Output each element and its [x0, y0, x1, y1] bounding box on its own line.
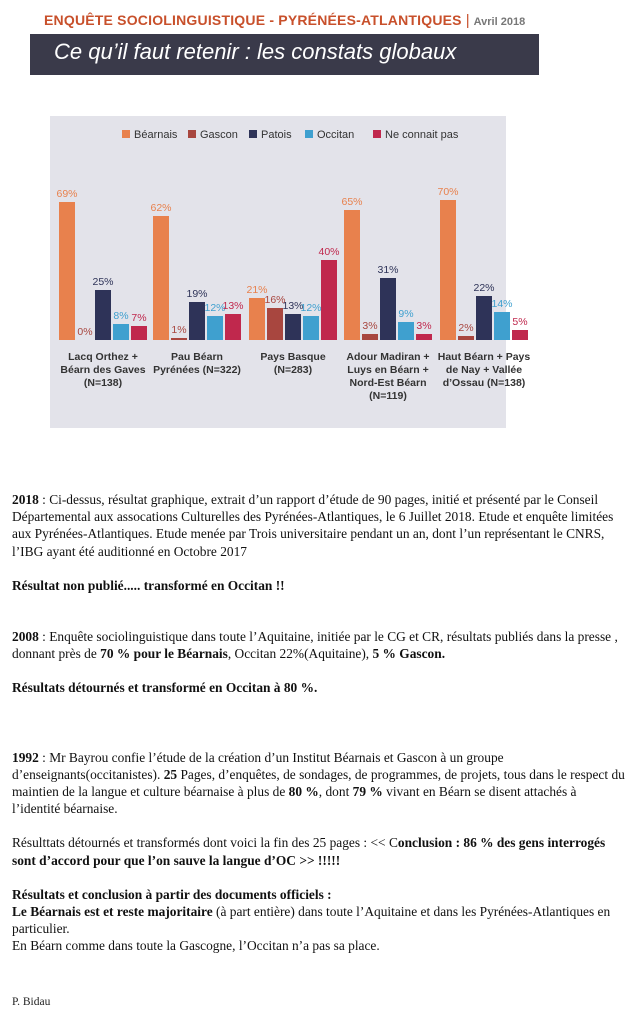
- chart-legend: [122, 129, 459, 141]
- bar-3-3: [398, 322, 414, 340]
- year-2018: 2018: [12, 492, 39, 507]
- conclusion-2018-text: Résultat non publié..... transformé en Occitan !!: [12, 577, 285, 593]
- legend-label-0: Béarnais: [134, 129, 178, 141]
- category-label-3-3: (N=119): [369, 390, 407, 402]
- bar-label-0-0: 69%: [56, 188, 78, 200]
- category-label-2-1: (N=283): [273, 364, 313, 376]
- conclusion-2018: [12, 577, 628, 594]
- legend-label-4: Ne connait pas: [385, 129, 459, 141]
- banner-title: Ce qu’il faut retenir : les constats globaux: [54, 39, 457, 64]
- paragraph-1992: [12, 749, 628, 818]
- category-label-2-0: Pays Basque: [260, 351, 326, 363]
- bar-4-1: [458, 336, 474, 340]
- result-1992: [12, 834, 628, 868]
- bar-label-3-1: 3%: [362, 320, 378, 332]
- legend-label-1: Gascon: [200, 129, 238, 141]
- year-2008: 2008: [12, 629, 39, 645]
- bar-label-0-4: 7%: [131, 312, 147, 324]
- bar-1-1: [171, 338, 187, 340]
- category-label-4-2: d’Ossau (N=138): [442, 377, 526, 389]
- bold-1992-a: 25: [163, 766, 178, 782]
- bar-3-1: [362, 334, 378, 340]
- category-label-4-1: de Nay + Vallée: [445, 364, 523, 376]
- title-banner: [30, 34, 539, 75]
- legend-swatch-3: [305, 130, 313, 138]
- bar-1-2: [189, 302, 205, 340]
- bar-label-1-4: 13%: [222, 300, 244, 312]
- bar-4-2: [476, 296, 492, 340]
- final-heading: [12, 886, 628, 903]
- text-1992-c: , dont: [318, 784, 353, 800]
- text-1992-a: : Mr Bayrou confie l’étude de la création d’un Institut Béarnais et Gascon à un groupe d’enseignants(occitanistes).: [12, 749, 504, 782]
- conclusion-2008: [12, 679, 628, 696]
- category-label-0-1: Béarn des Gaves: [60, 364, 146, 376]
- category-label-3-1: Luys en Béarn +: [347, 364, 429, 376]
- bar-label-2-3: 12%: [300, 302, 322, 314]
- bar-3-4: [416, 334, 432, 340]
- category-label-0-2: (N=138): [83, 377, 123, 389]
- bold-2008-b: 5 % Gascon.: [372, 646, 446, 662]
- bar-2-1: [267, 308, 283, 340]
- bar-4-0: [440, 200, 456, 340]
- bar-0-2: [95, 290, 111, 340]
- bar-label-1-2: 19%: [186, 288, 208, 300]
- chart-bars: [59, 200, 528, 340]
- final-text: (à part entière) dans toute l’Aquitaine et dans les Pyrénées-Atlantiques en particulier.: [12, 904, 611, 937]
- bar-0-0: [59, 202, 75, 340]
- category-label-0-0: Lacq Orthez +: [68, 351, 138, 363]
- bold-2008-a: 70 % pour le Béarnais: [100, 646, 228, 662]
- legend-label-3: Occitan: [317, 129, 355, 141]
- final-statement: [12, 903, 628, 937]
- header-separator: |: [465, 12, 470, 29]
- category-label-4-0: Haut Béarn + Pays: [437, 351, 531, 363]
- bold-1992-c: 79 %: [352, 784, 383, 800]
- bar-label-2-2: 13%: [282, 300, 304, 312]
- legend-label-2: Patois: [261, 129, 292, 141]
- result-1992-text: Résulttats détournés et transformés dont voici la fin des 25 pages : << C: [12, 835, 398, 851]
- legend-swatch-4: [373, 130, 381, 138]
- conclusion-2008-text: Résultats détournés et transformé en Occitan à 80 %.: [12, 680, 318, 696]
- final-heading-text: Résultats et conclusion à partir des documents officiels :: [12, 886, 332, 902]
- bar-chart: [50, 116, 531, 428]
- bar-3-0: [344, 210, 360, 340]
- bar-0-4: [131, 326, 147, 340]
- paragraph-2018: [12, 491, 628, 560]
- author-signature: P. Bidau: [12, 996, 51, 1008]
- chart-category-labels: [60, 351, 530, 402]
- year-1992: 1992: [12, 749, 39, 765]
- report-header: [44, 12, 544, 30]
- bar-2-3: [303, 316, 319, 340]
- text-2008-b: , Occitan 22%(Aquitaine),: [227, 646, 373, 662]
- text-2018: : Ci-dessus, résultat graphique, extrait d’un rapport d’étude de 90 pages, initié et présenté par le Conseil Départemental aux assocations Culturelles des Pyrénées-Atlantiques, le 6 Juillet 2018. Etude et enquête limitées aux Pyrénées-Atlantiques. Etude menée par Trois universitaire pendant un an, dont l’un représentant le CNRS, l’IBG ayant été auditionné en Octobre 2017: [12, 492, 614, 559]
- article-body: [12, 491, 628, 955]
- bar-label-2-1: 16%: [264, 294, 286, 306]
- bar-2-2: [285, 314, 301, 340]
- paragraph-2008: [12, 628, 628, 662]
- bar-label-2-0: 21%: [246, 284, 268, 296]
- text-2008-a: : Enquête sociolinguistique dans toute l’Aquitaine, initiée par le CG et CR, résultats publiés dans la presse , donnant près de: [12, 629, 618, 662]
- bar-label-4-4: 5%: [512, 316, 528, 328]
- bar-label-4-3: 14%: [491, 298, 513, 310]
- bar-1-0: [153, 216, 169, 340]
- category-label-3-0: Adour Madiran +: [346, 351, 430, 363]
- bar-label-0-2: 25%: [92, 276, 114, 288]
- bar-4-4: [512, 330, 528, 340]
- bar-0-3: [113, 324, 129, 340]
- bar-3-2: [380, 278, 396, 340]
- text-1992-b: Pages, d’enquêtes, de sondages, de programmes, de projets, tous dans le respect du maintien de la langue et culture béarnaise à plus de: [12, 766, 625, 800]
- report-title: ENQUÊTE SOCIOLINGUISTIQUE - PYRÉNÉES-ATLANTIQUES: [44, 12, 462, 28]
- category-label-1-0: Pau Béarn: [171, 351, 223, 363]
- legend-swatch-0: [122, 130, 130, 138]
- bar-4-3: [494, 312, 510, 340]
- bar-label-2-4: 40%: [318, 246, 340, 258]
- bar-label-3-3: 9%: [398, 308, 414, 320]
- chart-panel: [50, 116, 531, 428]
- bar-label-0-1: 0%: [77, 326, 93, 338]
- bar-label-4-0: 70%: [437, 186, 459, 198]
- bar-label-4-2: 22%: [473, 282, 495, 294]
- bar-1-4: [225, 314, 241, 340]
- text-1992-d: vivant en Béarn se disent attachés à l’identité béarnaise.: [12, 784, 577, 817]
- bar-label-3-0: 65%: [341, 196, 363, 208]
- bar-1-3: [207, 316, 223, 340]
- bar-2-0: [249, 298, 265, 340]
- category-label-1-1: Pyrénées (N=322): [153, 364, 241, 376]
- bar-label-1-0: 62%: [150, 202, 172, 214]
- bar-label-1-3: 12%: [204, 302, 226, 314]
- final-last-line: En Béarn comme dans toute la Gascogne, l’Occitan n’a pas sa place.: [12, 938, 380, 954]
- result-1992-bold: onclusion : 86 % des gens interrogés sont d’accord pour que l’on sauve la langue d’OC >> !!!!!: [12, 835, 606, 868]
- legend-swatch-1: [188, 130, 196, 138]
- report-date: Avril 2018: [473, 16, 526, 28]
- final-bold: Le Béarnais est et reste majoritaire: [12, 904, 213, 920]
- bar-label-3-4: 3%: [416, 320, 432, 332]
- bar-label-1-1: 1%: [171, 324, 187, 336]
- bar-label-3-2: 31%: [377, 264, 399, 276]
- bar-2-4: [321, 260, 337, 340]
- bar-label-0-3: 8%: [113, 310, 129, 322]
- bar-label-4-1: 2%: [458, 322, 474, 334]
- legend-swatch-2: [249, 130, 257, 138]
- category-label-3-2: Nord-Est Béarn: [349, 377, 427, 389]
- bold-1992-b: 80 %: [288, 784, 319, 800]
